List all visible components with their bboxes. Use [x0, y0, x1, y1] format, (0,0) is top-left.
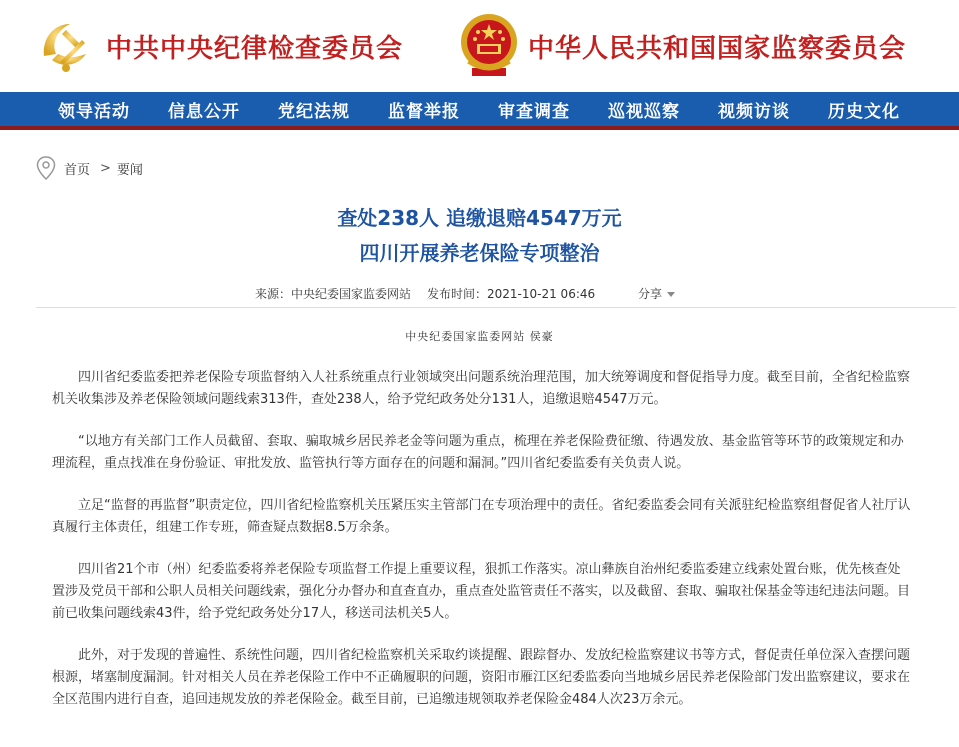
share-label: 分享 — [638, 287, 663, 301]
nsc-title[interactable]: 中华人民共和国国家监察委员会 — [528, 34, 907, 64]
nav-item-info-disclosure[interactable]: 信息公开 — [168, 101, 240, 122]
article-title-line2: 四川开展养老保险专项整治 — [359, 241, 600, 265]
article-paragraph: 此外，对于发现的普遍性、系统性问题，四川省纪检监察机关采取约谈提醒、跟踪督办、发放纪检监察建议书等方式，督促责任单位深入查摆问题根源，堵塞制度漏洞。针对相关人员在养老保险工作中不正确履职的问题，资阳市雁江区纪委监委向当地城乡居民养老保险部门发出监察建议，要求在全区范围内进行自查，追回违规发放的养老保险金。截至目前，已追缴违规领取养老保险金484人次23万余元。 — [52, 648, 911, 707]
article-body — [52, 367, 912, 731]
article-paragraph: 四川省纪委监委把养老保险专项监督纳入人社系统重点行业领域突出问题系统治理范围，加大统筹调度和督促指导力度。截至目前，全省纪检监察机关收集涉及养老保险领域问题线索313件，查处238人，给予党纪政务处分131人，追缴退赔4547万元。 — [52, 370, 911, 407]
article-paragraph: “以地方有关部门工作人员截留、套取、骗取城乡居民养老金等问题为重点，梳理在养老保险费征缴、待遇发放、基金监管等环节的政策规定和办理流程，重点找准在身份验证、审批发放、监管执行等方面存在的问题和漏洞。”四川省纪委监委有关负责人说。 — [52, 434, 904, 471]
nav-item-history-culture[interactable]: 历史文化 — [828, 101, 900, 122]
location-pin-icon — [36, 156, 56, 180]
nav-item-supervision-report[interactable]: 监督举报 — [388, 101, 460, 122]
meta-divider — [36, 307, 956, 308]
nav-item-video-interview[interactable]: 视频访谈 — [718, 101, 790, 122]
breadcrumb-home-link[interactable]: 首页 — [64, 162, 91, 178]
nav-item-party-regulations[interactable]: 党纪法规 — [278, 101, 350, 122]
main-nav — [0, 92, 959, 130]
site-header — [0, 0, 959, 92]
breadcrumb-separator: > — [100, 160, 111, 176]
nav-item-investigation[interactable]: 审查调查 — [498, 101, 570, 122]
article-byline: 中央纪委国家监委网站 侯豪 — [405, 330, 554, 343]
nav-item-leadership[interactable]: 领导活动 — [58, 101, 130, 122]
share-button[interactable] — [638, 285, 675, 302]
nav-item-inspection[interactable]: 巡视巡察 — [608, 101, 680, 122]
article-paragraph: 四川省21个市（州）纪委监委将养老保险专项监督工作提上重要议程，狠抓工作落实。凉山彝族自治州纪委监委建立线索处置台账，优先核查处置涉及党员干部和公职人员相关问题线索，强化分办督办和直查直办，重点查处监管责任不落实，以及截留、套取、骗取社保基金等违纪违法问题。目前已收集问题线索43件，给予党纪政务处分17人，移送司法机关5人。 — [52, 562, 911, 621]
article-title-line1: 查处238人 追缴退赔4547万元 — [337, 206, 622, 230]
breadcrumb — [36, 156, 143, 180]
breadcrumb-news-link[interactable]: 要闻 — [116, 162, 143, 178]
article-source: 来源：中央纪委国家监委网站 — [255, 287, 412, 301]
article-publish-time: 发布时间：2021-10-21 06:46 — [427, 287, 596, 301]
party-emblem-icon[interactable] — [36, 16, 96, 76]
ccdi-title[interactable]: 中共中央纪律检查委员会 — [106, 34, 404, 64]
national-emblem-icon[interactable] — [458, 10, 520, 80]
chevron-down-icon — [667, 292, 675, 297]
article-paragraph: 立足“监督的再监督”职责定位，四川省纪检监察机关压紧压实主管部门在专项治理中的责任。省纪委监委会同有关派驻纪检监察组督促省人社厅认真履行主体责任，组建工作专班，筛查疑点数据8.5万余条。 — [52, 498, 911, 535]
